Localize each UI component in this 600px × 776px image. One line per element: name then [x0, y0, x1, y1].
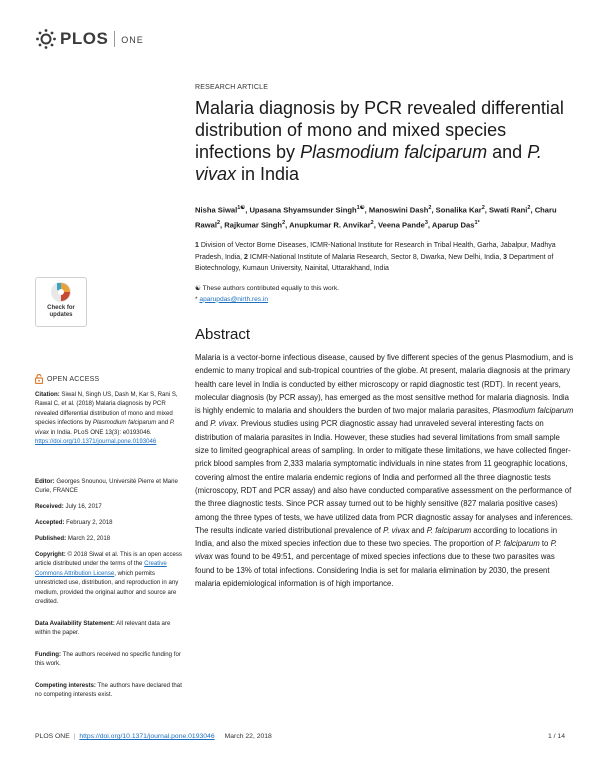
author-affiliation-marker: 3 [424, 220, 428, 227]
affiliation-text: ICMR-National Institute of Malaria Research, Sector 8, Dwarka, New Delhi, India, [249, 253, 504, 261]
copyright-block: Copyright: © 2018 Siwal et al. This is an open access article distributed under the terms of the Creative Commons Attribution License, which permits unrestricted use, distribution, and reproduction in any medium, provided the original author and source are credited. [35, 551, 182, 606]
funding-block: Funding: The authors received no specific funding for this work. [35, 651, 181, 668]
abstract-segment: Malaria is a vector-borne infectious disease, caused by five different species of the genus Plasmodium, and is endemic to many tropical and sub-tropical countries of the globe. At present, malaria diagnosis at the primary health care level in India is conducted by either microscopy or rapid diagnostic test (RDT). In recent years, molecular diagnosis (by PCR assay), has emerged as the most sensitive method for malaria diagnosis. India is highly endemic to malaria and shoulders the burden of two major malaria parasites, [195, 353, 574, 416]
abstract-segment: was found to be 49:51, and percentage of mixed species infections due to these two parasites was found to be 13% of total infections. Considering India is set for malaria elimination by 2030, the present malaria epidemiological information is of high importance. [195, 552, 555, 589]
abstract-segment: and [195, 419, 211, 429]
abstract-heading: Abstract [195, 326, 251, 343]
equal-contribution-note: ☯ These authors contributed equally to this work. [195, 285, 339, 292]
footer-citation: PLOS ONE | https://doi.org/10.1371/journal.pone.0193046 March 22, 2018 [35, 733, 272, 740]
abstract-segment: P. falciparum [426, 525, 472, 535]
check-for-updates-label: Check for updates [47, 305, 75, 318]
author-affiliation-marker: 2 [370, 220, 374, 227]
affiliation-text: Department of Biotechnology, Kumaun University, Nainital, Uttarakhand, India [195, 253, 554, 272]
author-name: Aparup Das [431, 220, 475, 230]
author-name: Swati Rani [488, 205, 528, 215]
abstract-segment: to [539, 539, 551, 549]
author-affiliation-marker: 2 [428, 205, 432, 211]
author-name: Rajkumar Singh [224, 220, 283, 230]
plos-logo-icon [35, 28, 57, 50]
accepted-date: Accepted: February 2, 2018 [35, 519, 113, 526]
author-name: Charu Rawal [195, 205, 557, 230]
author-affiliation-marker: 2 [282, 220, 286, 227]
check-for-updates-badge[interactable] [35, 277, 87, 327]
author-name: Upasana Shyamsunder Singh [249, 205, 357, 215]
abstract-segment: and [409, 525, 427, 535]
author-affiliation-marker: 1☯ [356, 205, 365, 211]
abstract-segment: . Previous studies using PCR diagnostic assay had unraveled several interesting facts on distribution of malaria parasites in India. However, these studies had several limitations from small sample size to limited geographical areas of sampling. In order to mitigate these limitations, we have collected finger-prick blood samples from 2,333 malaria symptomatic individuals in nine states from 11 geographic locations, covering almost the entire malaria endemic regions of India and performed all the three diagnostic tests (microscopy, RDT and PCR assay) and also have conducted comparative assessment on the performance of the three diagnostic tests. Since PCR assay turned out to be highly sensitive (827 malaria positive cases) among the three types of tests, we have utilized data from PCR diagnostic assay for analyses and inferences. The results indicate varied distributional prevalence of [195, 419, 573, 535]
page-footer [35, 733, 565, 740]
abstract-segment: P. vivax [210, 419, 237, 429]
citation-block: Citation: Siwal N, Singh US, Dash M, Kar S, Rani S, Rawal C, et al. (2018) Malaria diagnosis by PCR revealed differential distribution of mono and mixed species infections by Plasmodium falciparum and P. vivax in India. PLoS ONE 13(3): e0193046. https://doi.org/10.1371/journal.pone.0193046 [35, 391, 178, 446]
abstract-segment: according to locations in India, and also the mixed species infection due to these two species. The proportion of [195, 525, 558, 549]
author-list: Nisha Siwal$^{1☯}$, Upasana Shyamsunder Singh$^{1☯}$, Manoswini Dash$^2$, Sonalika Kar$^2$, Swati Rani$^2$, Charu Rawal$^2$, Rajkumar Singh$^2$, Anupkumar R. Anvikar$^2$, Veena Pande$^3$, Aparup Das$^{1*}$ [195, 205, 557, 230]
abstract-text [195, 351, 575, 590]
corresponding-email-link[interactable]: aparupdas@nirth.res.in [199, 295, 269, 303]
citation-doi-link[interactable]: https://doi.org/10.1371/journal.pone.0193046 [35, 438, 157, 446]
article-type: RESEARCH ARTICLE [195, 84, 269, 91]
affiliation-number: 2 [244, 253, 250, 261]
corresponding-author-note: * aparupdas@nirth.res.in [195, 295, 269, 303]
data-availability-block: Data Availability Statement: All relevant data are within the paper. [35, 620, 171, 637]
logo-text: PLOS [60, 29, 109, 48]
abstract-segment: P. falciparum [495, 539, 540, 549]
open-access-label: OPEN ACCESS [35, 374, 99, 384]
footer-date: March 22, 2018 [224, 733, 272, 740]
author-affiliation-marker: 2 [527, 205, 531, 211]
logo-divider [114, 31, 115, 47]
author-affiliation-marker: 2 [481, 205, 485, 211]
affiliation-text: Division of Vector Borne Diseases, ICMR-National Institute for Research in Tribal Health, Garha, Jabalpur, Madhya Pradesh, India, [195, 242, 556, 261]
page-number: 1 / 14 [547, 733, 565, 740]
author-affiliation-marker: 2 [216, 220, 221, 227]
abstract-segment: P. vivax [195, 539, 557, 562]
received-date: Received: July 16, 2017 [35, 503, 102, 510]
author-name: Sonalika Kar [435, 205, 482, 215]
author-name: Veena Pande [377, 220, 425, 230]
author-affiliation-marker: 1☯ [237, 205, 246, 211]
journal-name: ONE [121, 35, 144, 45]
competing-interests-block: Competing interests: The authors have declared that no competing interests exist. [35, 682, 182, 699]
abstract-segment: Plasmodium falciparum [492, 406, 574, 416]
editor-block: Editor: Georges Snounou, Université Pierre et Marie Curie, FRANCE [35, 478, 178, 495]
footer-journal: PLOS ONE [35, 733, 70, 740]
author-name: Anupkumar R. Anvikar [289, 220, 371, 230]
creative-commons-link[interactable]: Creative Commons Attribution License [35, 560, 167, 577]
author-notes [195, 284, 575, 305]
affiliation-number: 3 [503, 253, 509, 261]
plos-one-logo [35, 28, 144, 50]
check-for-updates-icon [50, 281, 72, 303]
author-affiliation-marker: 1* [474, 220, 480, 227]
open-lock-icon [35, 374, 43, 384]
abstract-segment: P. vivax [383, 525, 410, 535]
footer-doi-link[interactable]: https://doi.org/10.1371/journal.pone.0193046 [79, 733, 215, 740]
article-title: Malaria diagnosis by PCR revealed differential distribution of mono and mixed species infections by Plasmodium falciparum and P. vivax in India [195, 98, 564, 184]
author-name: Nisha Siwal [195, 205, 238, 215]
affiliations [195, 240, 575, 275]
author-name: Manoswini Dash [368, 205, 429, 215]
published-date: Published: March 22, 2018 [35, 535, 111, 542]
affiliation-number: 1 [195, 242, 201, 249]
